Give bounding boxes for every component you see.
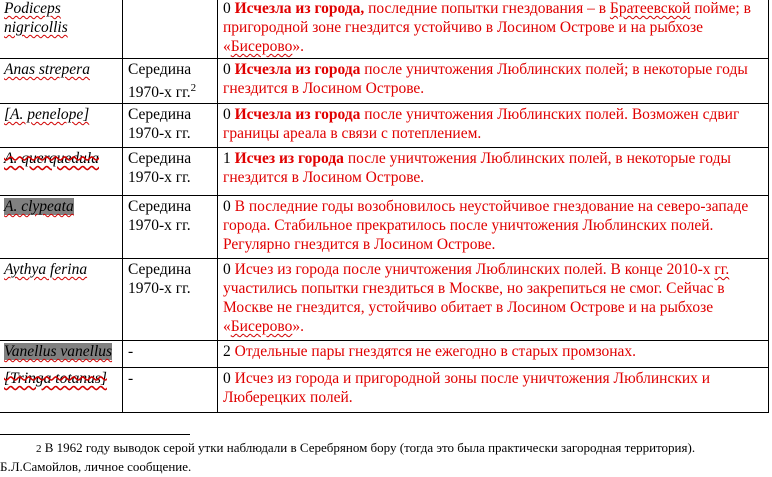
period-text: Середина 1970-х гг. <box>128 150 192 187</box>
species-cell <box>0 148 123 196</box>
note-cell <box>218 259 769 341</box>
species-cell <box>0 341 123 368</box>
period-cell <box>123 0 218 59</box>
status-headline: Исчезла из города <box>234 61 361 78</box>
footnote-reference[interactable]: 2 <box>190 82 197 94</box>
species-cell <box>0 59 123 104</box>
note-text: ». <box>292 318 304 336</box>
species-name: Aythya ferina <box>4 261 88 279</box>
period-text: Середина 1970-х гг. <box>128 61 192 102</box>
note-text: после уничтожения Люблинских полей. Возможен сдвиг границы ареала в связи с потеплением. <box>223 106 740 143</box>
status-number: 0 <box>223 261 235 279</box>
species-name: A. querquedula <box>4 150 99 168</box>
status-number: 0 <box>223 0 235 17</box>
footnote <box>0 439 768 475</box>
species-name: A. clypeata <box>4 198 74 216</box>
note-text: пойме; в пригородной зоне гнездится устойчиво в Лосином Острове и на рыбхозе « <box>223 0 751 55</box>
period-cell <box>123 341 218 368</box>
footnote-text: В 1962 году выводок серой утки наблюдали в Серебряном бору (тогда это была практически загородная территория). Б.Л.Самойлов, личное сообщение. <box>0 440 696 474</box>
status-number: 0 <box>223 61 235 78</box>
species-cell <box>0 104 123 148</box>
species-name: [A. penelope] <box>4 106 90 124</box>
species-cell <box>0 368 123 413</box>
status-number: 0 <box>223 106 235 124</box>
table-row <box>0 148 769 196</box>
note-text: ». <box>292 38 304 55</box>
period-cell <box>123 196 218 259</box>
note-text: последние попытки гнездования – в <box>364 0 610 17</box>
note-place-name: Бисерово <box>230 38 293 55</box>
note-cell <box>218 104 769 148</box>
note-abbreviation: гг. <box>714 261 730 279</box>
species-cell <box>0 259 123 341</box>
table-row <box>0 104 769 148</box>
note-place-name: Братеевской <box>609 0 691 17</box>
period-cell <box>123 104 218 148</box>
species-name: Podiceps nigricollis <box>4 0 68 36</box>
species-cell <box>0 196 123 259</box>
note-text: Исчез из города после уничтожения Люблинских полей. В конце 2010-х <box>234 261 715 279</box>
note-cell <box>218 59 769 104</box>
note-cell <box>218 196 769 259</box>
table-row <box>0 341 769 368</box>
status-number: 1 <box>223 150 235 168</box>
status-headline: Исчез из города <box>234 150 344 168</box>
status-number: 0 <box>223 370 235 388</box>
period-text: - <box>128 343 134 361</box>
note-text: Отдельные пары гнездятся не ежегодно в старых промзонах. <box>234 343 637 361</box>
note-text: В последние годы возобновилось неустойчивое гнездование на северо-западе города. Стабильное прекратилось после уничтожения Люблинских полей. Регулярно гнездится в Лосином Острове. <box>223 198 749 254</box>
period-text: Середина 1970-х гг. <box>128 198 192 235</box>
note-place-name: Бисерово <box>230 318 293 336</box>
species-cell <box>0 0 123 59</box>
period-text: - <box>128 370 134 388</box>
note-text: участились попытки гнездиться в Москве, но закрепиться не смог. Сейчас в Москве не гнездится, устойчиво обитает в Лосином Острове и на рыбхозе « <box>223 280 725 336</box>
period-text: Середина 1970-х гг. <box>128 261 192 298</box>
table-row <box>0 0 769 59</box>
status-number: 2 <box>223 343 235 361</box>
status-headline: Исчезла из города <box>234 106 361 124</box>
footnote-mark: 2 <box>36 443 42 455</box>
note-text: после уничтожения Люблинских полей; в некоторые годы гнездится в Лосином Острове. <box>223 61 748 97</box>
table-row <box>0 368 769 413</box>
period-cell <box>123 259 218 341</box>
table-row <box>0 259 769 341</box>
note-text: после уничтожения Люблинских полей, в некоторые годы гнездится в Лосином Острове. <box>223 150 731 187</box>
period-cell <box>123 368 218 413</box>
note-cell <box>218 368 769 413</box>
footnote-separator <box>0 434 190 435</box>
note-cell <box>218 148 769 196</box>
period-text: Середина 1970-х гг. <box>128 106 192 143</box>
period-cell <box>123 59 218 104</box>
note-cell <box>218 0 769 59</box>
note-text: Исчез из города и пригородной зоны после уничтожения Люблинских и Люберецких полей. <box>223 370 711 407</box>
table-row <box>0 196 769 259</box>
species-name: Vanellus vanellus <box>4 343 113 361</box>
species-name: Anas strepera <box>4 61 90 78</box>
status-number: 0 <box>223 198 235 216</box>
species-name: [Tringa totanus] <box>4 370 107 388</box>
note-cell <box>218 341 769 368</box>
status-headline: Исчезла из города, <box>234 0 365 17</box>
table-row <box>0 59 769 104</box>
period-cell <box>123 148 218 196</box>
